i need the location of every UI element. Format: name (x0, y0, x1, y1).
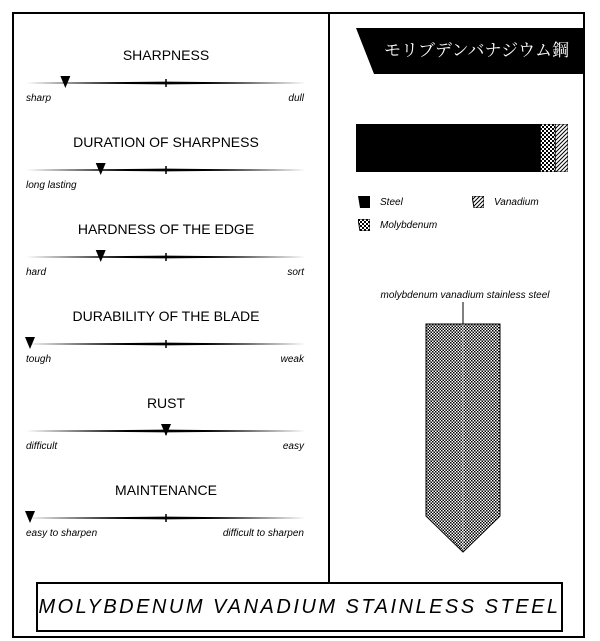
scale-marker (25, 511, 35, 523)
scale-marker (96, 250, 106, 262)
scale-left-label-duration: long lasting (26, 180, 77, 191)
scale-bar-duration (24, 161, 308, 181)
banner-title: モリブデンバナジウム鋼 (384, 41, 569, 60)
scale-bar-durability (24, 335, 308, 355)
composition-bar (356, 124, 568, 172)
vanadium-swatch-icon (472, 196, 484, 208)
legend-vanadium-label: Vanadium (494, 196, 539, 208)
composition-segment-vanadium (555, 124, 568, 172)
scale-title-durability: DURABILITY OF THE BLADE (72, 308, 260, 324)
scale-bar-sharpness (24, 74, 308, 94)
scale-right-label-maintenance: difficult to sharpen (222, 528, 304, 539)
scale-title-sharpness: SHARPNESS (122, 47, 210, 63)
legend-steel-label: Steel (380, 196, 403, 208)
scale-title-hardness: HARDNESS OF THE EDGE (77, 221, 255, 237)
blade-shape (420, 300, 506, 556)
scale-title-duration: DURATION OF SHARPNESS (73, 134, 259, 150)
composition-segment-steel (356, 124, 540, 172)
scale-left-label-rust: difficult (26, 441, 58, 452)
scale-bar-rust (24, 422, 308, 442)
blade-caption: molybdenum vanadium stainless steel (380, 290, 550, 301)
scale-left-label-hardness: hard (26, 267, 47, 278)
legend-molybdenum-label: Molybdenum (380, 219, 438, 231)
legend-steel (358, 195, 403, 209)
molybdenum-swatch-icon (358, 219, 370, 231)
scale-marker (60, 76, 70, 88)
scale-right-label-durability: weak (280, 354, 304, 365)
scale-bar-maintenance (24, 509, 308, 529)
legend-vanadium (472, 195, 539, 209)
footer-title: MOLYBDENUM VANADIUM STAINLESS STEEL (38, 595, 561, 618)
scale-marker (25, 337, 35, 349)
scale-marker (96, 163, 106, 175)
scale-title-maintenance: MAINTENANCE (115, 482, 217, 498)
scale-left-label-sharpness: sharp (26, 93, 52, 104)
scale-title-rust: RUST (146, 395, 186, 411)
column-divider (328, 12, 330, 582)
steel-swatch-icon (358, 196, 370, 208)
footer-title-box (36, 582, 563, 632)
scale-left-label-durability: tough (26, 354, 52, 365)
scale-right-label-rust: easy (282, 441, 304, 452)
scale-right-label-hardness: sort (287, 267, 304, 278)
scale-right-label-sharpness: dull (288, 93, 304, 104)
scale-left-label-maintenance: easy to sharpen (26, 528, 98, 539)
composition-segment-molybdenum (540, 124, 555, 172)
scale-bar-hardness (24, 248, 308, 268)
legend-molybdenum (358, 218, 437, 232)
